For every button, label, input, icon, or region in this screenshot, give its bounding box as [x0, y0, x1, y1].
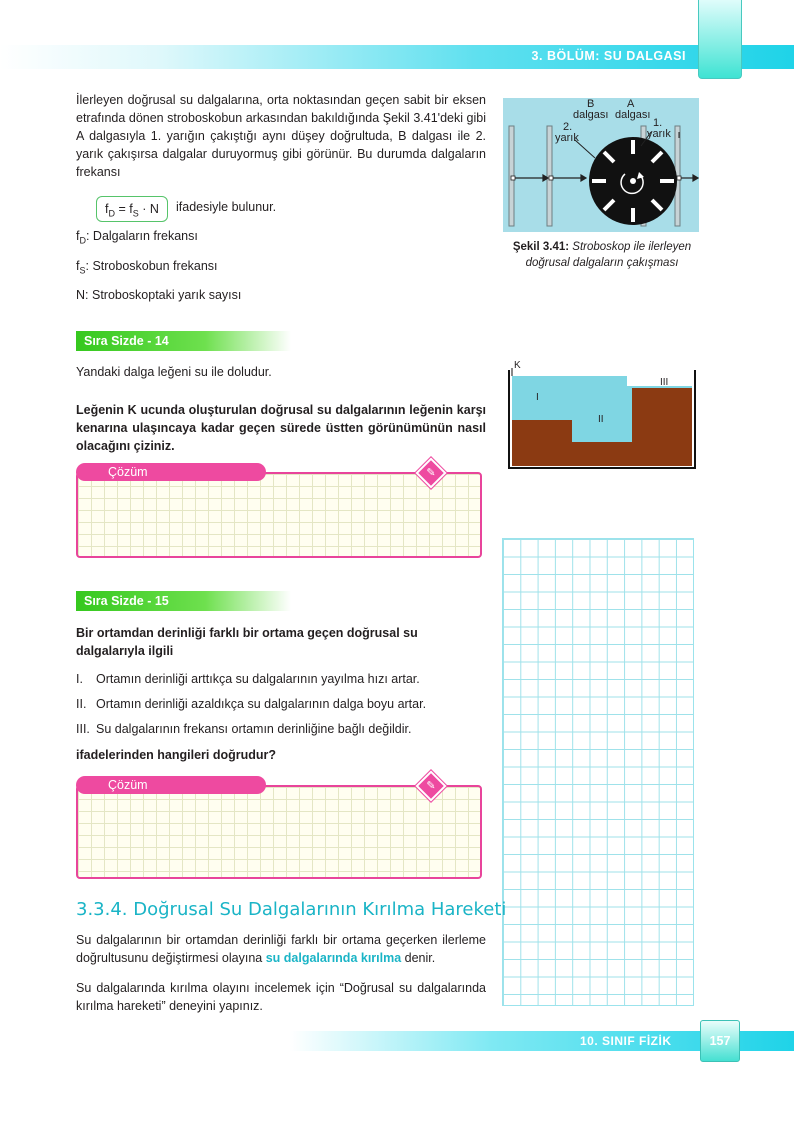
cozum-box-15[interactable] — [76, 785, 482, 879]
sira-sizde-14-bar — [76, 331, 291, 351]
tank-label-i: I — [536, 392, 539, 403]
cozum-label-14: Çözüm — [76, 463, 266, 481]
note-grid[interactable] — [502, 538, 694, 1006]
section-paragraph-2: Su dalgalarında kırılma olayını incelemek için “Doğrusal su dalgalarında kırılma hareketi” deneyini yapınız. — [76, 981, 486, 1013]
page-number: 157 — [709, 1034, 731, 1048]
intro-paragraph: İlerleyen doğrusal su dalgalarına, orta noktasından geçen sabit bir eksen etrafında dönen stroboskobun arkasından bakıldığında Şekil 3.41'deki gibi A dalgasıyla 1. yarığın çakıştığı aynı düşey doğrultuda, B dalgası ile 2. yarık çakışırsa dalgalar duruyormuş gibi görünür. Bu durumda dalgaların frekansı — [76, 93, 486, 179]
pencil-icon: ✎ — [426, 780, 436, 792]
statement-2: II. Ortamın derinliği azaldıkça su dalgalarının dalga boyu artar. — [76, 697, 427, 711]
cozum-label-15: Çözüm — [76, 776, 266, 794]
stroboscope-figure — [503, 98, 699, 232]
sira-sizde-14-title: Sıra Sizde - 14 — [84, 334, 169, 348]
formula-box — [96, 196, 168, 222]
section-title: 3.3.4. Doğrusal Su Dalgalarının Kırılma Hareketi — [76, 899, 507, 920]
tank-label-iii: III — [660, 377, 669, 388]
statement-3: III. Su dalgalarının frekansı ortamın derinliğine bağlı değildir. — [76, 722, 412, 736]
def-n: N: Stroboskoptaki yarık sayısı — [76, 288, 242, 302]
sira14-intro: Yandaki dalga leğeni su ile doludur. — [76, 365, 272, 379]
label-yarik-1: yarık — [647, 128, 671, 140]
section-paragraph-1: Su dalgalarının bir ortamdan derinliği farklı bir ortama geçerken ilerleme doğrultusunu değiştirmesi olayına su dalgalarında kırılma denir. — [76, 933, 486, 965]
sira15-ask: ifadelerinden hangileri doğrudur? — [76, 748, 277, 762]
book-title: 10. SINIF FİZİK — [580, 1034, 672, 1048]
pencil-icon: ✎ — [426, 467, 436, 479]
header-tab — [698, 0, 742, 79]
tank-label-ii: II — [598, 414, 604, 425]
sira-sizde-15-title: Sıra Sizde - 15 — [84, 594, 169, 608]
label-yarik-2: yarık — [555, 132, 579, 144]
formula-text: $f_D = f_S \cdot N$ — [105, 202, 159, 219]
statement-1: I. Ortamın derinliği arttıkça su dalgalarının yayılma hızı artar. — [76, 672, 420, 686]
label-1: 1. — [653, 117, 663, 129]
sira14-question: Leğenin K ucunda oluşturulan doğrusal su dalgalarının leğenin karşı kenarına ulaşıncaya kadar geçen sürede üstten görünümünün nasıl olacağını çiziniz. — [76, 403, 486, 453]
sira15-question: Bir ortamdan derinliği farklı bir ortama geçen doğrusal su dalgalarıyla ilgili — [76, 626, 418, 658]
label-b: B — [587, 98, 595, 110]
term-kirilma: su dalgalarında kırılma — [265, 951, 402, 965]
cozum-box-14[interactable] — [76, 472, 482, 558]
sira-sizde-15-bar — [76, 591, 291, 611]
chapter-title: 3. BÖLÜM: SU DALGASI — [531, 49, 686, 63]
def-fd: $f_D$: Dalgaların frekansı — [76, 229, 198, 246]
formula-suffix: ifadesiyle bulunur. — [176, 200, 277, 214]
figure-caption: Şekil 3.41: Stroboskop ile ilerleyen doğrusal dalgaların çakışması — [512, 241, 692, 269]
def-fs: $f_S$: Stroboskobun frekansı — [76, 259, 218, 276]
wave-tank-figure — [505, 360, 697, 472]
label-a: A — [627, 98, 635, 110]
label-dalgasi-a: dalgası — [615, 109, 651, 121]
label-2: 2. — [563, 121, 573, 133]
label-dalgasi-b: dalgası — [573, 109, 609, 121]
tank-label-k: K — [514, 360, 521, 371]
